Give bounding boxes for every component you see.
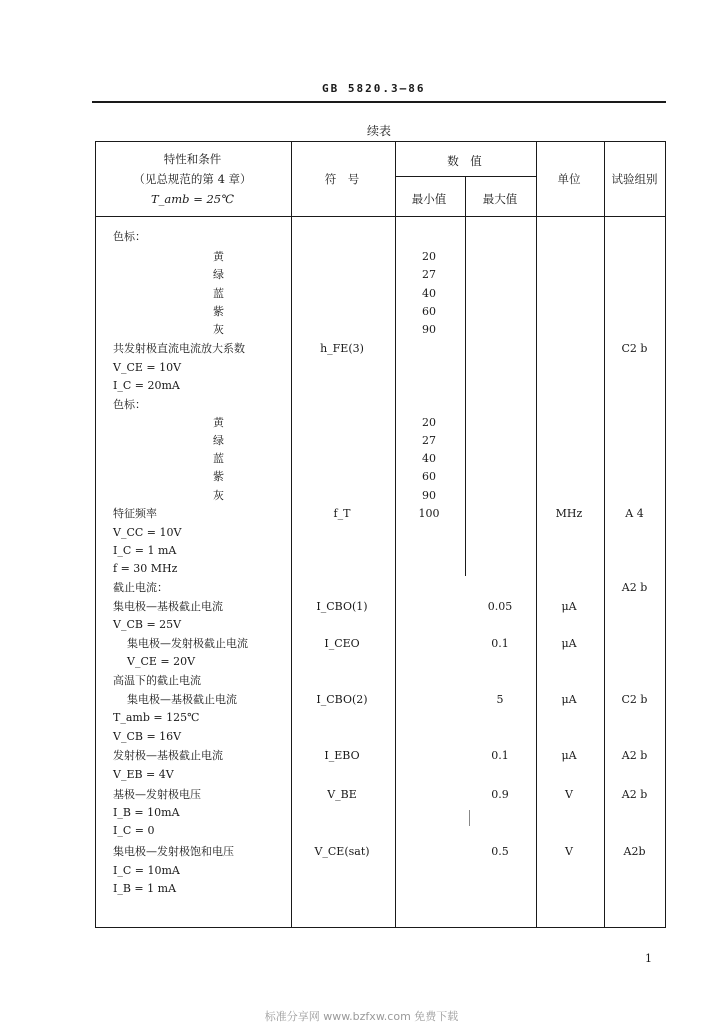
header-bottom-line	[96, 216, 665, 217]
row-characteristic: I_B = 1 mA	[113, 882, 177, 895]
row-max: 0.1	[491, 637, 509, 650]
row-symbol: f_T	[333, 507, 351, 520]
row-characteristic: 集电极—发射极截止电流	[127, 637, 248, 650]
row-unit: μA	[561, 749, 577, 762]
row-characteristic: 黄	[213, 250, 224, 263]
row-min: 20	[422, 250, 436, 263]
row-group: C2 b	[621, 342, 648, 355]
header-char-title: 特性和条件	[163, 152, 222, 166]
row-group: C2 b	[621, 693, 648, 706]
row-characteristic: 紫	[213, 305, 224, 318]
row-group: A2 b	[621, 749, 648, 762]
site-footer: 标准分享网 www.bzfxw.com 免费下载	[264, 1010, 459, 1023]
header-unit: 单位	[557, 172, 581, 186]
row-characteristic: I_C = 1 mA	[113, 544, 177, 557]
row-max: 0.9	[491, 788, 509, 801]
row-characteristic: I_C = 20mA	[113, 379, 180, 392]
row-characteristic: 蓝	[213, 287, 224, 300]
row-characteristic: I_B = 10mA	[113, 806, 180, 819]
row-group: A 4	[625, 507, 644, 520]
row-min: 20	[422, 416, 436, 429]
standard-code: GB 5820.3—86	[322, 82, 426, 95]
row-min: 27	[422, 434, 436, 447]
row-max: 5	[496, 693, 504, 706]
row-characteristic: 集电极—基极截止电流	[113, 600, 223, 613]
header-group: 试验组别	[611, 172, 658, 186]
min-max-divider	[465, 216, 466, 576]
row-min: 90	[422, 489, 436, 502]
row-unit: μA	[561, 693, 577, 706]
row-symbol: V_BE	[327, 788, 357, 801]
row-characteristic: 灰	[213, 489, 224, 502]
header-min: 最小值	[411, 192, 447, 206]
row-unit: μA	[561, 600, 577, 613]
row-max: 0.5	[491, 845, 509, 858]
row-symbol: V_CE(sat)	[314, 845, 370, 858]
row-characteristic: 绿	[213, 434, 224, 447]
row-group: A2 b	[621, 581, 648, 594]
col-divider	[291, 142, 292, 927]
row-characteristic: V_CC = 10V	[113, 526, 182, 539]
row-symbol: I_EBO	[324, 749, 360, 762]
header-max: 最大值	[482, 192, 518, 206]
row-characteristic: 共发射极直流电流放大系数	[113, 342, 245, 355]
row-symbol: I_CBO(1)	[316, 600, 368, 613]
header-char-note: （见总规范的第 4 章）	[133, 172, 252, 186]
row-min: 40	[422, 287, 436, 300]
header-rule	[92, 101, 666, 103]
row-symbol: h_FE(3)	[320, 342, 364, 355]
table-caption: 续表	[367, 124, 392, 138]
row-characteristic: V_EB = 4V	[113, 768, 174, 781]
col-divider	[604, 142, 605, 927]
row-characteristic: V_CB = 16V	[113, 730, 182, 743]
row-unit: V	[565, 788, 573, 801]
page-number: 1	[645, 952, 652, 965]
col-divider	[536, 142, 537, 927]
row-characteristic: 蓝	[213, 452, 224, 465]
row-characteristic: V_CB = 25V	[113, 618, 182, 631]
row-unit: MHz	[555, 507, 583, 520]
row-characteristic: 特征频率	[113, 507, 157, 520]
row-max: 0.05	[487, 600, 513, 613]
row-characteristic: I_C = 10mA	[113, 864, 180, 877]
row-characteristic: 高温下的截止电流	[113, 674, 201, 687]
row-symbol: I_CEO	[324, 637, 360, 650]
row-characteristic: V_CE = 20V	[127, 655, 196, 668]
row-unit: μA	[561, 637, 577, 650]
row-symbol: I_CBO(2)	[316, 693, 368, 706]
row-characteristic: 发射极—基极截止电流	[113, 749, 223, 762]
row-unit: V	[565, 845, 573, 858]
header-char-temp: T_amb = 25℃	[151, 192, 234, 206]
row-min: 40	[422, 452, 436, 465]
row-min: 60	[422, 470, 436, 483]
row-characteristic: 截止电流：	[113, 581, 168, 594]
row-characteristic: 绿	[213, 268, 224, 281]
row-group: A2b	[623, 845, 646, 858]
row-characteristic: 黄	[213, 416, 224, 429]
header-symbol: 符 号	[324, 172, 360, 186]
row-characteristic: 色标：	[113, 398, 146, 411]
row-min: 90	[422, 323, 436, 336]
row-characteristic: f = 30 MHz	[113, 562, 178, 575]
row-min: 60	[422, 305, 436, 318]
row-min: 100	[418, 507, 440, 520]
scan-mark	[469, 810, 470, 826]
row-characteristic: 集电极—基极截止电流	[127, 693, 237, 706]
row-characteristic: I_C = 0	[113, 824, 155, 837]
row-characteristic: 紫	[213, 470, 224, 483]
row-max: 0.1	[491, 749, 509, 762]
row-characteristic: T_amb = 125℃	[113, 711, 200, 724]
row-characteristic: 色标：	[113, 230, 146, 243]
row-characteristic: 基极—发射极电压	[113, 788, 201, 801]
row-characteristic: 集电极—发射极饱和电压	[113, 845, 234, 858]
row-characteristic: V_CE = 10V	[113, 361, 182, 374]
row-characteristic: 灰	[213, 323, 224, 336]
row-group: A2 b	[621, 788, 648, 801]
row-min: 27	[422, 268, 436, 281]
header-value: 数 值	[447, 154, 482, 168]
